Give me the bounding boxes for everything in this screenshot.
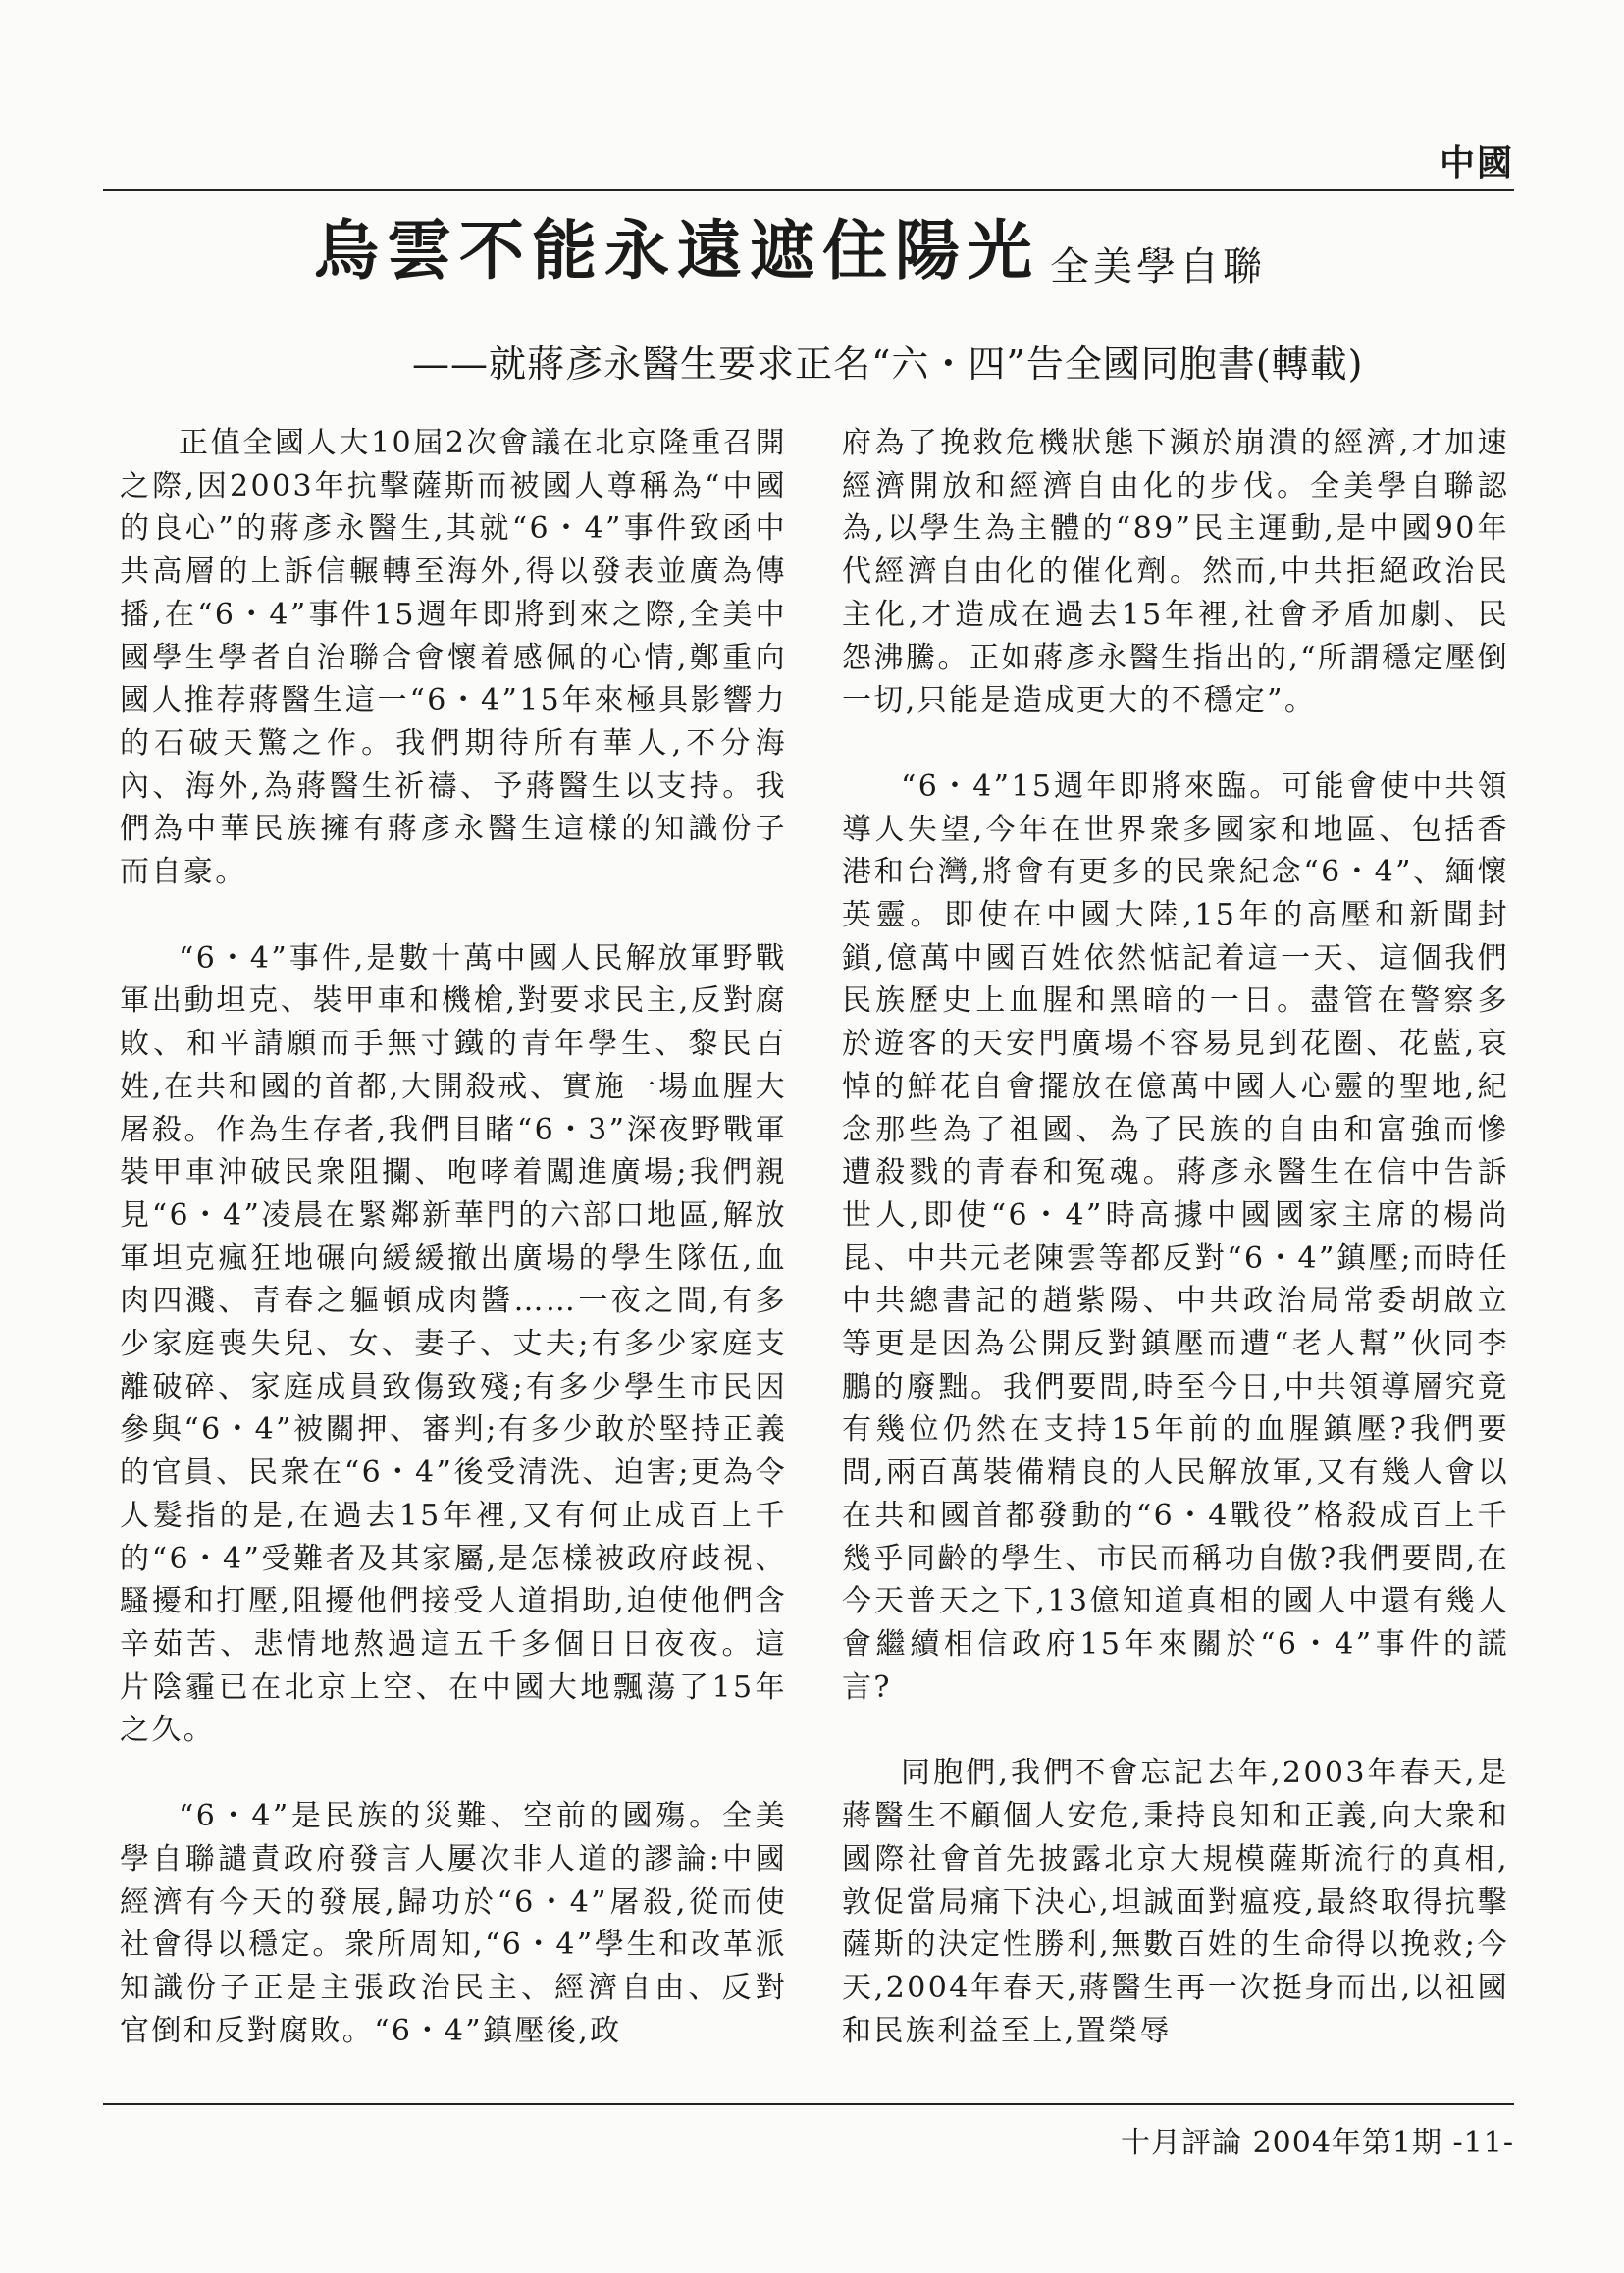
left-column [120,422,787,2052]
page-footer: 十月評論 2004年第1期 -11- [1121,2126,1514,2160]
header-rule [103,189,1514,191]
right-column [842,422,1509,2052]
article-title: 烏雲不能永遠遮住陽光 [314,212,1040,289]
paragraph: 同胞們,我們不會忘記去年,2003年春天,是蔣醫生不顧個人安危,秉持良知和正義,向大衆和國際社會首先披露北京大規模薩斯流行的真相,敦促當局痛下決心,坦誠面對瘟疫,最終取得抗擊薩斯的決定性勝利,無數百姓的生命得以挽救;今天,2004年春天,蔣醫生再一次挺身而出,以祖國和民族利益至上,置榮辱 [842,1756,1509,2048]
footer-rule [103,2103,1514,2105]
paragraph: “6・4”是民族的災難、空前的國殤。全美學自聯譴責政府發言人屢次非人道的謬論:中國經濟有今天的發展,歸功於“6・4”屠殺,從而使社會得以穩定。衆所周知,“6・4”學生和改革派知識份子正是主張政治民主、經濟自由、反對官倒和反對腐敗。“6・4”鎮壓後,政 [120,1799,787,2048]
paragraph: 正值全國人大10屆2次會議在北京隆重召開之際,因2003年抗擊薩斯而被國人尊稱為“中國的良心”的蔣彥永醫生,其就“6・4”事件致函中共高層的上訴信輾轉至海外,得以發表並廣為傳播,在“6・4”事件15週年即將到來之際,全美中國學生學者自治聯合會懷着感佩的心情,鄭重向國人推荐蔣醫生這一“6・4”15年來極具影響力的石破天驚之作。我們期待所有華人,不分海內、海外,為蔣醫生祈禱、予蔣醫生以支持。我們為中華民族擁有蔣彥永醫生這樣的知識份子而自豪。 [120,426,787,890]
paragraph: “6・4”15週年即將來臨。可能會使中共領導人失望,今年在世界衆多國家和地區、包括香港和台灣,將會有更多的民衆紀念“6・4”、緬懷英靈。即使在中國大陸,15年的高壓和新聞封鎖,億萬中國百姓依然惦記着這一天、這個我們民族歷史上血腥和黑暗的一日。盡管在警察多於遊客的天安門廣場不容易見到花圈、花藍,哀悼的鮮花自會擺放在億萬中國人心靈的聖地,紀念那些為了祖國、為了民族的自由和富強而慘遭殺戮的青春和冤魂。蔣彥永醫生在信中告訴世人,即使“6・4”時高據中國國家主席的楊尚昆、中共元老陳雲等都反對“6・4”鎮壓;而時任中共總書記的趙紫陽、中共政治局常委胡啟立等更是因為公開反對鎮壓而遭“老人幫”伙同李鵬的廢黜。我們要問,時至今日,中共領導層究竟有幾位仍然在支持15年前的血腥鎮壓?我們要問,兩百萬裝備精良的人民解放軍,又有幾人會以在共和國首都發動的“6・4戰役”格殺成百上千幾乎同齡的學生、市民而稱功自傲?我們要問,在今天普天之下,13億知道真相的國人中還有幾人會繼續相信政府15年來關於“6・4”事件的謊言? [842,768,1509,1705]
paragraph: 府為了挽救危機狀態下瀕於崩潰的經濟,才加速經濟開放和經濟自由化的步伐。全美學自聯認為,以學生為主體的“89”民主運動,是中國90年代經濟自由化的催化劑。然而,中共拒絕政治民主化,才造成在過去15年裡,社會矛盾加劇、民怨沸騰。正如蔣彥永醫生指出的,“所謂穩定壓倒一切,只能是造成更大的不穩定”。 [842,426,1509,718]
article-subtitle: ——就蔣彥永醫生要求正名“六・四”告全國同胞書(轉載) [412,343,1364,386]
article-author: 全美學自聯 [1050,244,1266,290]
paragraph: “6・4”事件,是數十萬中國人民解放軍野戰軍出動坦克、裝甲車和機槍,對要求民主,反對腐敗、和平請願而手無寸鐵的青年學生、黎民百姓,在共和國的首都,大開殺戒、實施一場血腥大屠殺。作為生存者,我們目睹“6・3”深夜野戰軍裝甲車沖破民衆阻攔、咆哮着闖進廣場;我們親見“6・4”凌晨在緊鄰新華門的六部口地區,解放軍坦克瘋狂地碾向緩緩撤出廣場的學生隊伍,血肉四濺、青春之軀頓成肉醬……一夜之間,有多少家庭喪失兒、女、妻子、丈夫;有多少家庭支離破碎、家庭成員致傷致殘;有多少學生市民因參與“6・4”被關押、審判;有多少敢於堅持正義的官員、民衆在“6・4”後受清洗、迫害;更為令人髮指的是,在過去15年裡,又有何止成百上千的“6・4”受難者及其家屬,是怎樣被政府歧視、騷擾和打壓,阻擾他們接受人道捐助,迫使他們含辛茹苦、悲情地熬過這五千多個日日夜夜。這片陰霾已在北京上空、在中國大地飄蕩了15年之久。 [120,940,787,1748]
section-tag: 中國 [1439,142,1514,184]
